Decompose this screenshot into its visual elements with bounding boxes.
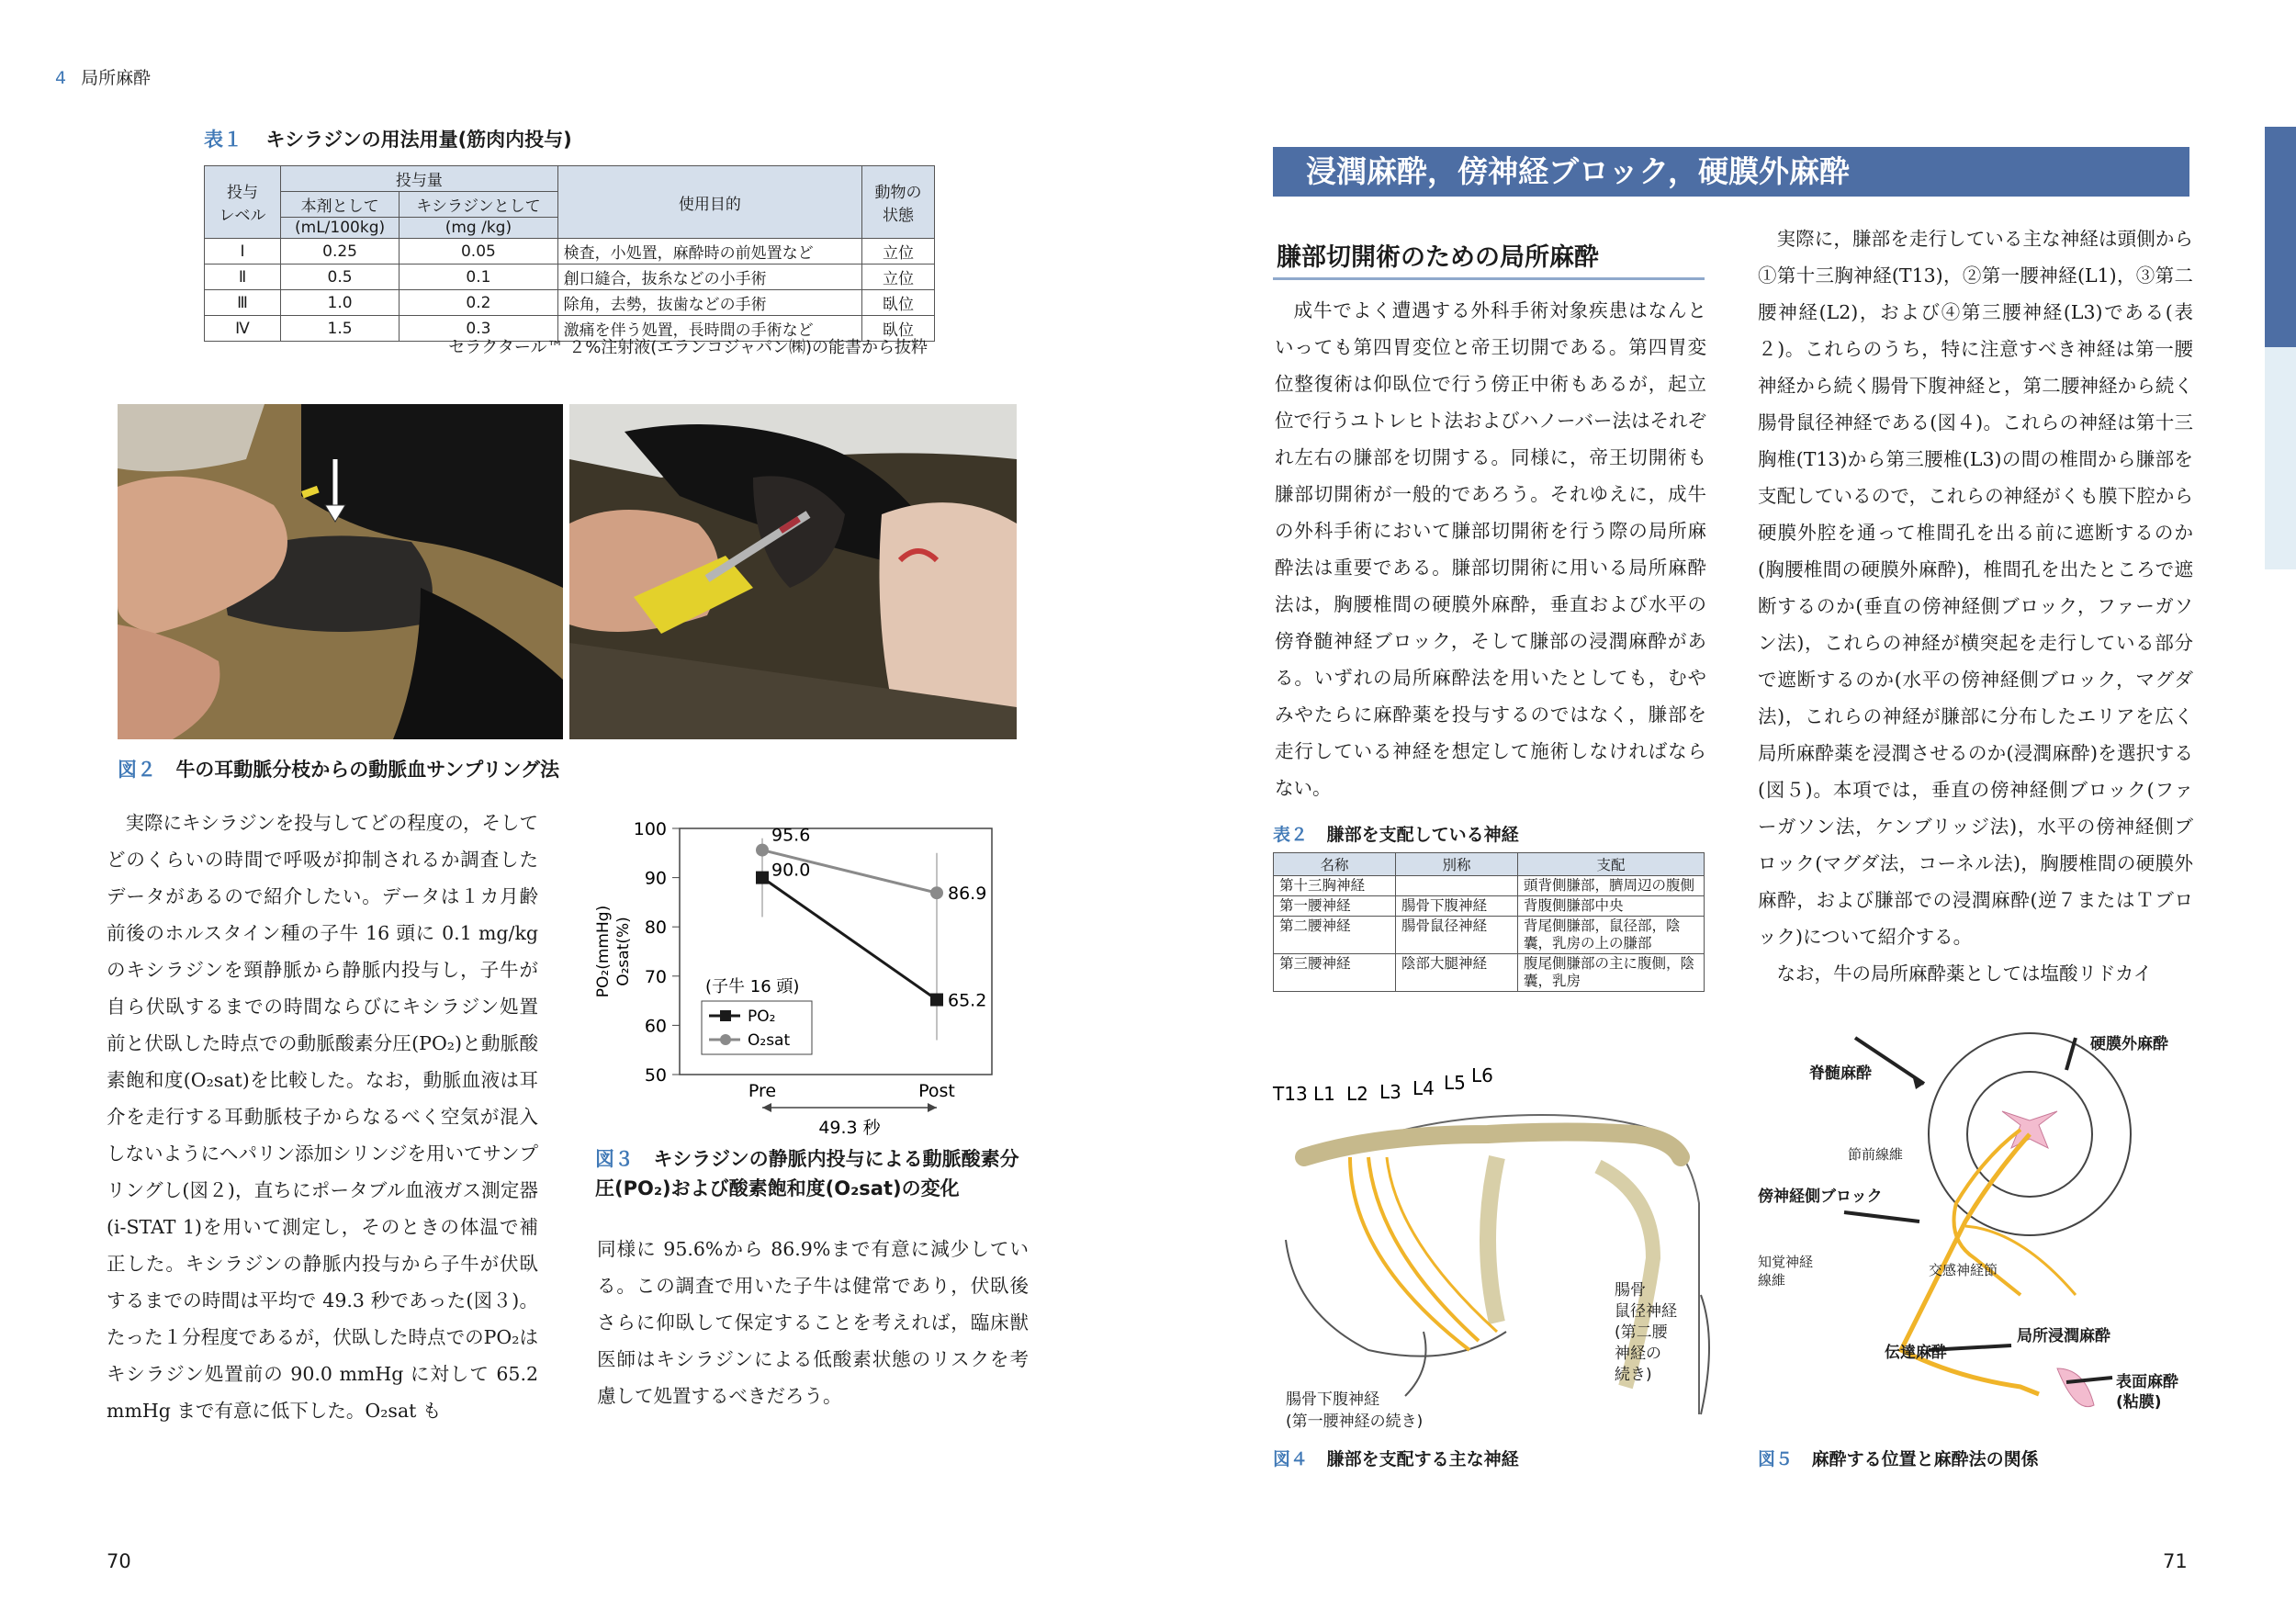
paragraph: 実際に，膁部を走行している主な神経は頭側から①第十三胸神経(T13)，②第一腰神経(L1)，③第二腰神経(L2)，および④第三腰神経(L3)である(表２)。これらのうち，特に注意すべき神経は第一腰神経から続く腸骨下腹神経と，第二腰神経から続く腸骨鼠径神経である(図４)。これらの神経は第十三胸椎(T13)から第三腰椎(L3)の間の椎間から膁部を支配しているので，これらの神経がくも膜下腔から硬膜外腔を通って椎間孔を出る前に遮断するのか(胸腰椎間の硬膜外麻酔)，椎間孔を出たところで遮断するのか(垂直の傍神経側ブロック，ファーガソン法)，これらの神経が横突起を走行している部分で遮断するのか(水平の傍神経側ブロック，マグダ法)，これらの神経が膁部に分布したエリアを広く局所麻酔薬を浸潤させるのか(浸潤麻酔)を選択する(図５)。本項では，垂直の傍神経側ブロック(ファーガソン法，ケンブリッジ法)，水平の傍神経側ブロック(マグダ法，コーネル法)，胸腰椎間の硬膜外麻酔，および膁部での浸潤麻酔(逆７またはＴブロック)について紹介する。 xyxy=(1758,228,2193,948)
t1-posture: 臥位 xyxy=(862,316,935,342)
table1-title: キシラジンの用法用量(筋肉内投与) xyxy=(265,129,572,151)
data-label: 90.0 xyxy=(771,860,811,881)
body-column-1 xyxy=(107,805,538,1429)
table1-number: 表１ xyxy=(204,129,242,151)
photo-ear-artery xyxy=(118,404,563,739)
side-tab-indicator xyxy=(2265,127,2296,347)
t2-name: 第十三胸神経 xyxy=(1274,876,1396,896)
label-ilioinguinal: 腸骨 鼠径神経 (第二腰 神経の 続き) xyxy=(1615,1281,1677,1384)
body-column-2 xyxy=(597,1231,1029,1414)
table2-caption xyxy=(1273,821,1519,846)
t1-header-unit-b: (mg /kg) xyxy=(400,218,558,239)
label-iliohypogastric: 腸骨下腹神経 (第一腰神経の続き) xyxy=(1286,1390,1424,1431)
t1-dose-b: 0.3 xyxy=(400,316,558,342)
t1-dose-b: 0.1 xyxy=(400,265,558,290)
legend-label-o2sat: O₂sat xyxy=(748,1031,791,1050)
t1-header-unit-a: (mL/100kg) xyxy=(281,218,400,239)
fig4-caption xyxy=(1273,1446,1519,1470)
y-tick-label: 60 xyxy=(644,1016,667,1037)
fig4-number: 図４ xyxy=(1273,1449,1309,1469)
line-chart xyxy=(588,808,1029,1139)
y-tick-label: 80 xyxy=(644,917,667,939)
t1-header-purpose: 使用目的 xyxy=(557,166,861,239)
page-number-right: 71 xyxy=(2163,1550,2188,1572)
data-label: 95.6 xyxy=(771,825,811,846)
legend-marker-o2sat xyxy=(720,1034,731,1045)
data-point-o2sat xyxy=(756,844,769,857)
t1-dose-a: 0.25 xyxy=(281,239,400,265)
fig3-number: 図３ xyxy=(595,1148,634,1170)
t1-posture: 立位 xyxy=(862,239,935,265)
fig2-number: 図２ xyxy=(118,759,156,781)
fig5-caption xyxy=(1758,1446,2039,1470)
side-tab-light xyxy=(2265,347,2296,569)
t2-name: 第二腰神経 xyxy=(1274,917,1396,954)
t2-alias: 陰部大腿神経 xyxy=(1396,954,1518,992)
t1-level: Ⅳ xyxy=(205,316,281,342)
t1-dose-a: 0.5 xyxy=(281,265,400,290)
interval-arrow-left xyxy=(762,1103,771,1112)
sub-heading: 膁部切開術のための局所麻酔 xyxy=(1277,243,1599,272)
t2-header-alias: 別称 xyxy=(1396,853,1518,876)
t2-name: 第三腰神経 xyxy=(1274,954,1396,992)
table-row xyxy=(1274,954,1705,992)
t1-posture: 立位 xyxy=(862,265,935,290)
vertebra-label: T13 xyxy=(1273,1083,1308,1105)
data-point-po2 xyxy=(930,994,943,1007)
vertebra-label: L2 xyxy=(1346,1083,1368,1105)
body-column-4 xyxy=(1758,220,2193,992)
data-label: 65.2 xyxy=(948,990,987,1011)
fig4-diagram xyxy=(1267,1019,1745,1436)
page-number-left: 70 xyxy=(107,1550,131,1572)
t2-alias xyxy=(1396,876,1518,896)
t1-header-dose-a: 本剤として xyxy=(281,192,400,218)
photo-syringe-sampling xyxy=(569,404,1017,739)
table2-number: 表２ xyxy=(1273,825,1309,845)
interval-label: 49.3 秒 xyxy=(818,1118,881,1138)
vertebra-label: L5 xyxy=(1444,1072,1466,1094)
table1-caption xyxy=(204,125,572,152)
paragraph: 実際にキシラジンを投与してどの程度の，そしてどのくらいの時間で呼吸が抑制されるか調査したデータがあるので紹介したい。データは１カ月齢前後のホルスタイン種の子牛 16 頭に 0.1 mg/kgのキシラジンを頸静脈から静脈内投与し，子牛が自ら伏臥するまでの時間ならびにキシラジン処置前と伏臥した時点での動脈酸素分圧(PO₂)と動脈酸素飽和度(O₂sat)を比較した。なお，動脈血液は耳介を走行する耳動脈枝子からなるべく空気が混入しないようにヘパリン添加シリンジを用いてサンプリングし(図２)，直ちにポータブル血液ガス測定器(i-STAT 1)を用いて測定し，そのときの体温で補正した。キシラジンの静脈内投与から子牛が伏臥するまでの時間は平均で 49.3 秒であった(図３)。たった１分程度であるが，伏臥した時点でのPO₂はキシラジン処置前の 90.0 mmHg に対して 65.2 mmHg まで有意に低下した。O₂sat も xyxy=(107,812,538,1422)
t1-dose-b: 0.05 xyxy=(400,239,558,265)
data-point-po2 xyxy=(756,872,769,884)
label-paravertebral: 傍神経側ブロック xyxy=(1758,1188,1883,1206)
t1-header-posture: 動物の 状態 xyxy=(862,166,935,239)
data-label: 86.9 xyxy=(948,884,987,905)
legend-marker-po2 xyxy=(720,1010,731,1021)
running-head xyxy=(55,64,151,89)
table-row xyxy=(205,290,935,316)
vertebra-label: L1 xyxy=(1313,1083,1335,1105)
fig3-chart xyxy=(588,808,1029,1143)
t2-header-name: 名称 xyxy=(1274,853,1396,876)
t1-level: Ⅰ xyxy=(205,239,281,265)
t1-dose-a: 1.0 xyxy=(281,290,400,316)
fig3-caption xyxy=(595,1144,1036,1203)
section-title: 浸潤麻酔，傍神経ブロック，硬膜外麻酔 xyxy=(1273,147,2189,197)
t2-header-domain: 支配 xyxy=(1518,853,1705,876)
y-tick-label: 50 xyxy=(644,1065,667,1086)
paragraph: 同様に 95.6%から 86.9%まで有意に減少している。この調査で用いた子牛は健常であり，伏臥後さらに仰臥して保定することを考えれば，臨床獣医師はキシラジンによる低酸素状態のリスクを考慮して処置するべきだろう。 xyxy=(597,1238,1029,1407)
x-tick-label: Pre xyxy=(748,1081,777,1101)
label-surface: 表面麻酔 (粘膜) xyxy=(2116,1373,2178,1412)
t2-alias: 腸骨下腹神経 xyxy=(1396,896,1518,917)
t1-dose-b: 0.2 xyxy=(400,290,558,316)
table-row xyxy=(205,265,935,290)
label-local-infiltration: 局所浸潤麻酔 xyxy=(2017,1327,2110,1345)
t1-purpose: 除角，去勢，抜歯などの手術 xyxy=(557,290,861,316)
y-axis-label-1: PO₂(mmHg) xyxy=(594,905,613,998)
y-axis-label-2: O₂sat(%) xyxy=(614,917,633,986)
chapter-title: 局所麻酔 xyxy=(81,68,152,88)
t1-header-dose-b: キシラジンとして xyxy=(400,192,558,218)
t2-domain: 腹尾側膁部の主に腹側，陰囊，乳房 xyxy=(1518,954,1705,992)
paragraph: なお，牛の局所麻酔薬としては塩酸リドカイ xyxy=(1776,962,2153,985)
t2-domain: 背尾側膁部，鼠径部，陰囊，乳房の上の膁部 xyxy=(1518,917,1705,954)
label-conduction: 伝達麻酔 xyxy=(1885,1344,1947,1362)
t1-purpose: 激痛を伴う処置，長時間の手術など xyxy=(557,316,861,342)
y-tick-label: 70 xyxy=(644,966,667,987)
table-row xyxy=(1274,917,1705,954)
table-row xyxy=(205,239,935,265)
fig2-text: 牛の耳動脈分枝からの動脈血サンプリング法 xyxy=(175,759,560,781)
table-row xyxy=(1274,896,1705,917)
table2 xyxy=(1273,852,1705,992)
legend-label-po2: PO₂ xyxy=(748,1007,776,1026)
group-label: (子牛 16 頭) xyxy=(705,977,800,996)
interval-arrow-right xyxy=(928,1103,937,1112)
label-epidural: 硬膜外麻酔 xyxy=(2090,1035,2168,1053)
label-sensory: 知覚神経 線維 xyxy=(1758,1254,1814,1289)
label-spinal: 脊髄麻酔 xyxy=(1809,1064,1872,1083)
t1-header-dose: 投与量 xyxy=(281,166,558,192)
t2-alias: 腸骨鼠径神経 xyxy=(1396,917,1518,954)
vertebra-label: L3 xyxy=(1379,1081,1401,1103)
table1 xyxy=(204,165,935,342)
t1-level: Ⅱ xyxy=(205,265,281,290)
label-ganglion: 節前線維 xyxy=(1848,1146,1904,1163)
fig2-caption xyxy=(118,755,559,782)
sub-heading-rule xyxy=(1273,277,1705,280)
body-column-3 xyxy=(1275,292,1706,806)
table1-source: セラクタール™ ２%注射液(エランコジャパン㈱)の能書から抜粋 xyxy=(448,338,928,357)
t1-posture: 臥位 xyxy=(862,290,935,316)
label-sympathetic: 交感神経節 xyxy=(1929,1262,1998,1278)
fig5-diagram xyxy=(1745,1019,2223,1436)
fig5-number: 図５ xyxy=(1758,1449,1794,1469)
table2-title: 膁部を支配している神経 xyxy=(1326,825,1519,845)
fig3-text: キシラジンの静脈内投与による動脈酸素分圧(PO₂)および酸素飽和度(O₂sat)の変化 xyxy=(595,1148,1019,1199)
t1-purpose: 創口縫合，抜糸などの小手術 xyxy=(557,265,861,290)
t1-purpose: 検査，小処置，麻酔時の前処置など xyxy=(557,239,861,265)
t2-name: 第一腰神経 xyxy=(1274,896,1396,917)
t1-dose-a: 1.5 xyxy=(281,316,400,342)
t1-header-level: 投与 レベル xyxy=(205,166,281,239)
y-tick-label: 100 xyxy=(633,819,667,839)
data-point-o2sat xyxy=(930,886,943,899)
y-tick-label: 90 xyxy=(644,868,667,889)
vertebra-label: L4 xyxy=(1412,1077,1435,1099)
chapter-number: 4 xyxy=(55,68,67,88)
fig5-text: 麻酔する位置と麻酔法の関係 xyxy=(1811,1449,2039,1469)
t2-domain: 背腹側膁部中央 xyxy=(1518,896,1705,917)
vertebra-label: L6 xyxy=(1471,1064,1493,1086)
x-tick-label: Post xyxy=(918,1081,955,1101)
paragraph: 成牛でよく遭遇する外科手術対象疾患はなんといっても第四胃変位と帝王切開である。第四胃変位整復術は仰臥位で行う傍正中術もあるが，起立位で行うユトレヒト法およびハノーバー法はそれぞれ左右の膁部を切開する。同様に，帝王切開術も膁部切開術が一般的であろう。それゆえに，成牛の外科手術において膁部切開術を行う際の局所麻酔法は重要である。膁部切開術に用いる局所麻酔法は，胸腰椎間の硬膜外麻酔，垂直および水平の傍脊髄神経ブロック，そして膁部の浸潤麻酔がある。いずれの局所麻酔法を用いたとしても，むやみやたらに麻酔薬を投与するのではなく，膁部を走行している神経を想定して施術しなければならない。 xyxy=(1275,299,1706,799)
fig4-text: 膁部を支配する主な神経 xyxy=(1326,1449,1519,1469)
t2-domain: 頭背側膁部，臍周辺の腹側 xyxy=(1518,876,1705,896)
t1-level: Ⅲ xyxy=(205,290,281,316)
table-row xyxy=(1274,876,1705,896)
